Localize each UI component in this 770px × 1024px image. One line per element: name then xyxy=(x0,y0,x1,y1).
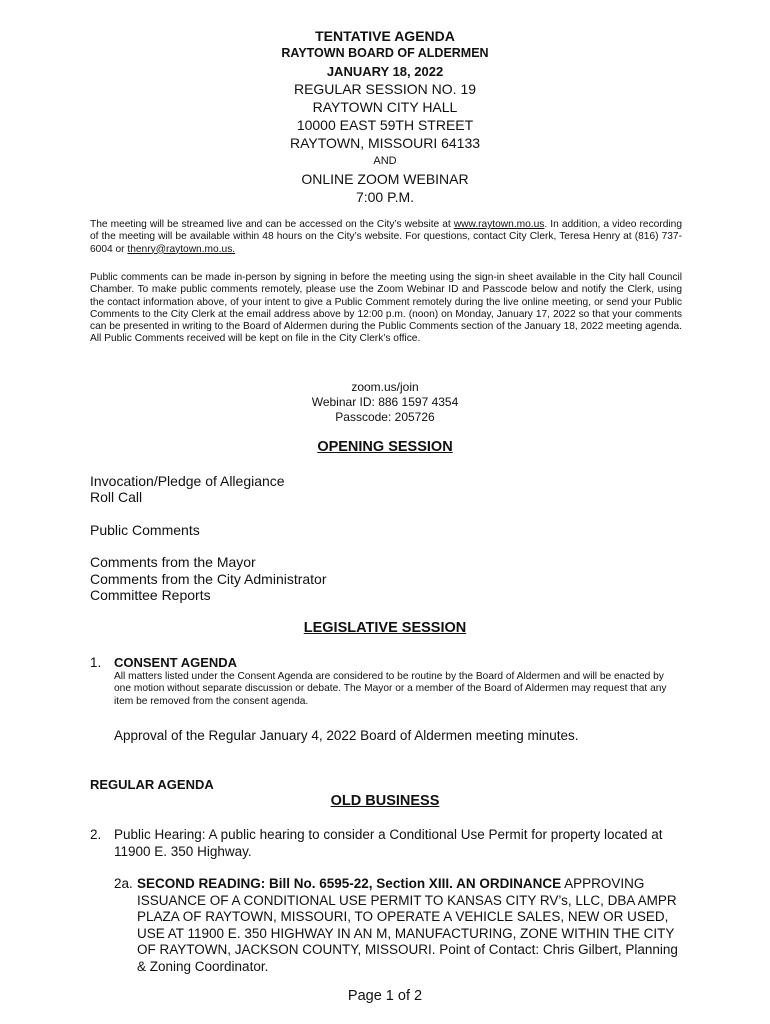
zoom-webinar-label: ONLINE ZOOM WEBINAR xyxy=(301,171,469,187)
website-link[interactable]: www.raytown.mo.us xyxy=(453,219,545,230)
agenda-item-mayor-comments: Comments from the Mayor xyxy=(90,554,256,570)
webinar-id: Webinar ID: 886 1597 4354 xyxy=(311,395,459,409)
item-2a-label: 2a. xyxy=(114,876,133,891)
page-number: Page 1 of 2 xyxy=(347,988,423,1004)
agenda-item-invocation: Invocation/Pledge of Allegiance xyxy=(90,473,285,489)
intro-paragraph: The meeting will be streamed live and can be accessed on the City’s website at www.raytown.mo.us. In addition, a video recording of the meeting will be available within 48 hours on the City’s website. For questions, contact City Clerk, Teresa Henry at (816) 737-6004 or thenry@raytown.mo.us. xyxy=(90,219,682,255)
agenda-title: TENTATIVE AGENDA xyxy=(315,28,455,44)
clerk-email-link[interactable]: thenry@raytown.mo.us. xyxy=(127,243,236,255)
legislative-session-title: LEGISLATIVE SESSION xyxy=(303,620,467,636)
board-name: RAYTOWN BOARD OF ALDERMEN xyxy=(281,46,489,60)
passcode: Passcode: 205726 xyxy=(335,410,435,424)
item-number-2: 2. xyxy=(90,827,102,842)
public-hearing-text: Public Hearing: A public hearing to consider a Conditional Use Permit for property located at 11900 E. 350 Highway. xyxy=(114,827,663,859)
session-number: REGULAR SESSION NO. 19 xyxy=(293,81,477,97)
item-2a-text: SECOND READING: Bill No. 6595-22, Section XIII. AN ORDINANCE APPROVING ISSUANCE OF A CONDITIONAL USE PERMIT TO KANSAS CITY RV’s, LLC, DBA AMPR PLAZA OF RAYTOWN, MISSOURI, TO OPERATE A VEHICLE SALES, NEW OR USED, USE AT 11900 E. 350 HIGHWAY IN AN M, MANUFACTURING, ZONE WITHIN THE CITY OF RAYTOWN, JACKSON COUNTY, MISSOURI. Point of Contact: Chris Gilbert, Planning & Zoning Coordinator. xyxy=(137,876,678,974)
city-state-zip: RAYTOWN, MISSOURI 64133 xyxy=(289,135,481,151)
meeting-date: JANUARY 18, 2022 xyxy=(326,64,444,79)
city-hall: RAYTOWN CITY HALL xyxy=(312,99,458,115)
item-number-1: 1. xyxy=(90,655,102,670)
zoom-url: zoom.us/join xyxy=(351,380,419,394)
consent-agenda-title: CONSENT AGENDA xyxy=(114,655,238,670)
agenda-item-administrator-comments: Comments from the City Administrator xyxy=(90,571,327,587)
regular-agenda-title: REGULAR AGENDA xyxy=(90,777,214,792)
agenda-item-roll-call: Roll Call xyxy=(90,489,143,505)
public-comments-paragraph: Public comments can be made in-person by signing in before the meeting using the sign-in sheet available in the City hall Council Chamber. To make public comments remotely, please use the Zoom Webinar ID and Passcode below and notify the Clerk, using the contact information above, of your intent to give a Public Comment remotely during the live online meeting, or send your Public Comments to the City Clerk at the email address above by 12:00 p.m. (noon) on Monday, January 17, 2022 so that your comments can be presented in writing to the Board of Aldermen during the Public Comments section of the January 18, 2022 meeting agenda. All Public Comments received will be kept on file in the City Clerk’s office. xyxy=(90,272,682,345)
old-business-title: OLD BUSINESS xyxy=(330,793,440,809)
street-address: 10000 EAST 59TH STREET xyxy=(296,117,474,133)
agenda-item-public-comments: Public Comments xyxy=(90,522,200,538)
agenda-item-committee-reports: Committee Reports xyxy=(90,587,211,603)
approval-minutes: Approval of the Regular January 4, 2022 Board of Aldermen meeting minutes. xyxy=(114,728,579,743)
meeting-time: 7:00 P.M. xyxy=(355,189,415,205)
consent-agenda-description: All matters listed under the Consent Agenda are considered to be routine by the Board of Aldermen and will be enacted by one motion without separate discussion or debate. The Mayor or a member of the Board of Aldermen may request that any item be removed from the consent agenda. xyxy=(114,671,667,707)
opening-session-title: OPENING SESSION xyxy=(317,439,453,455)
and-label: AND xyxy=(373,155,397,167)
